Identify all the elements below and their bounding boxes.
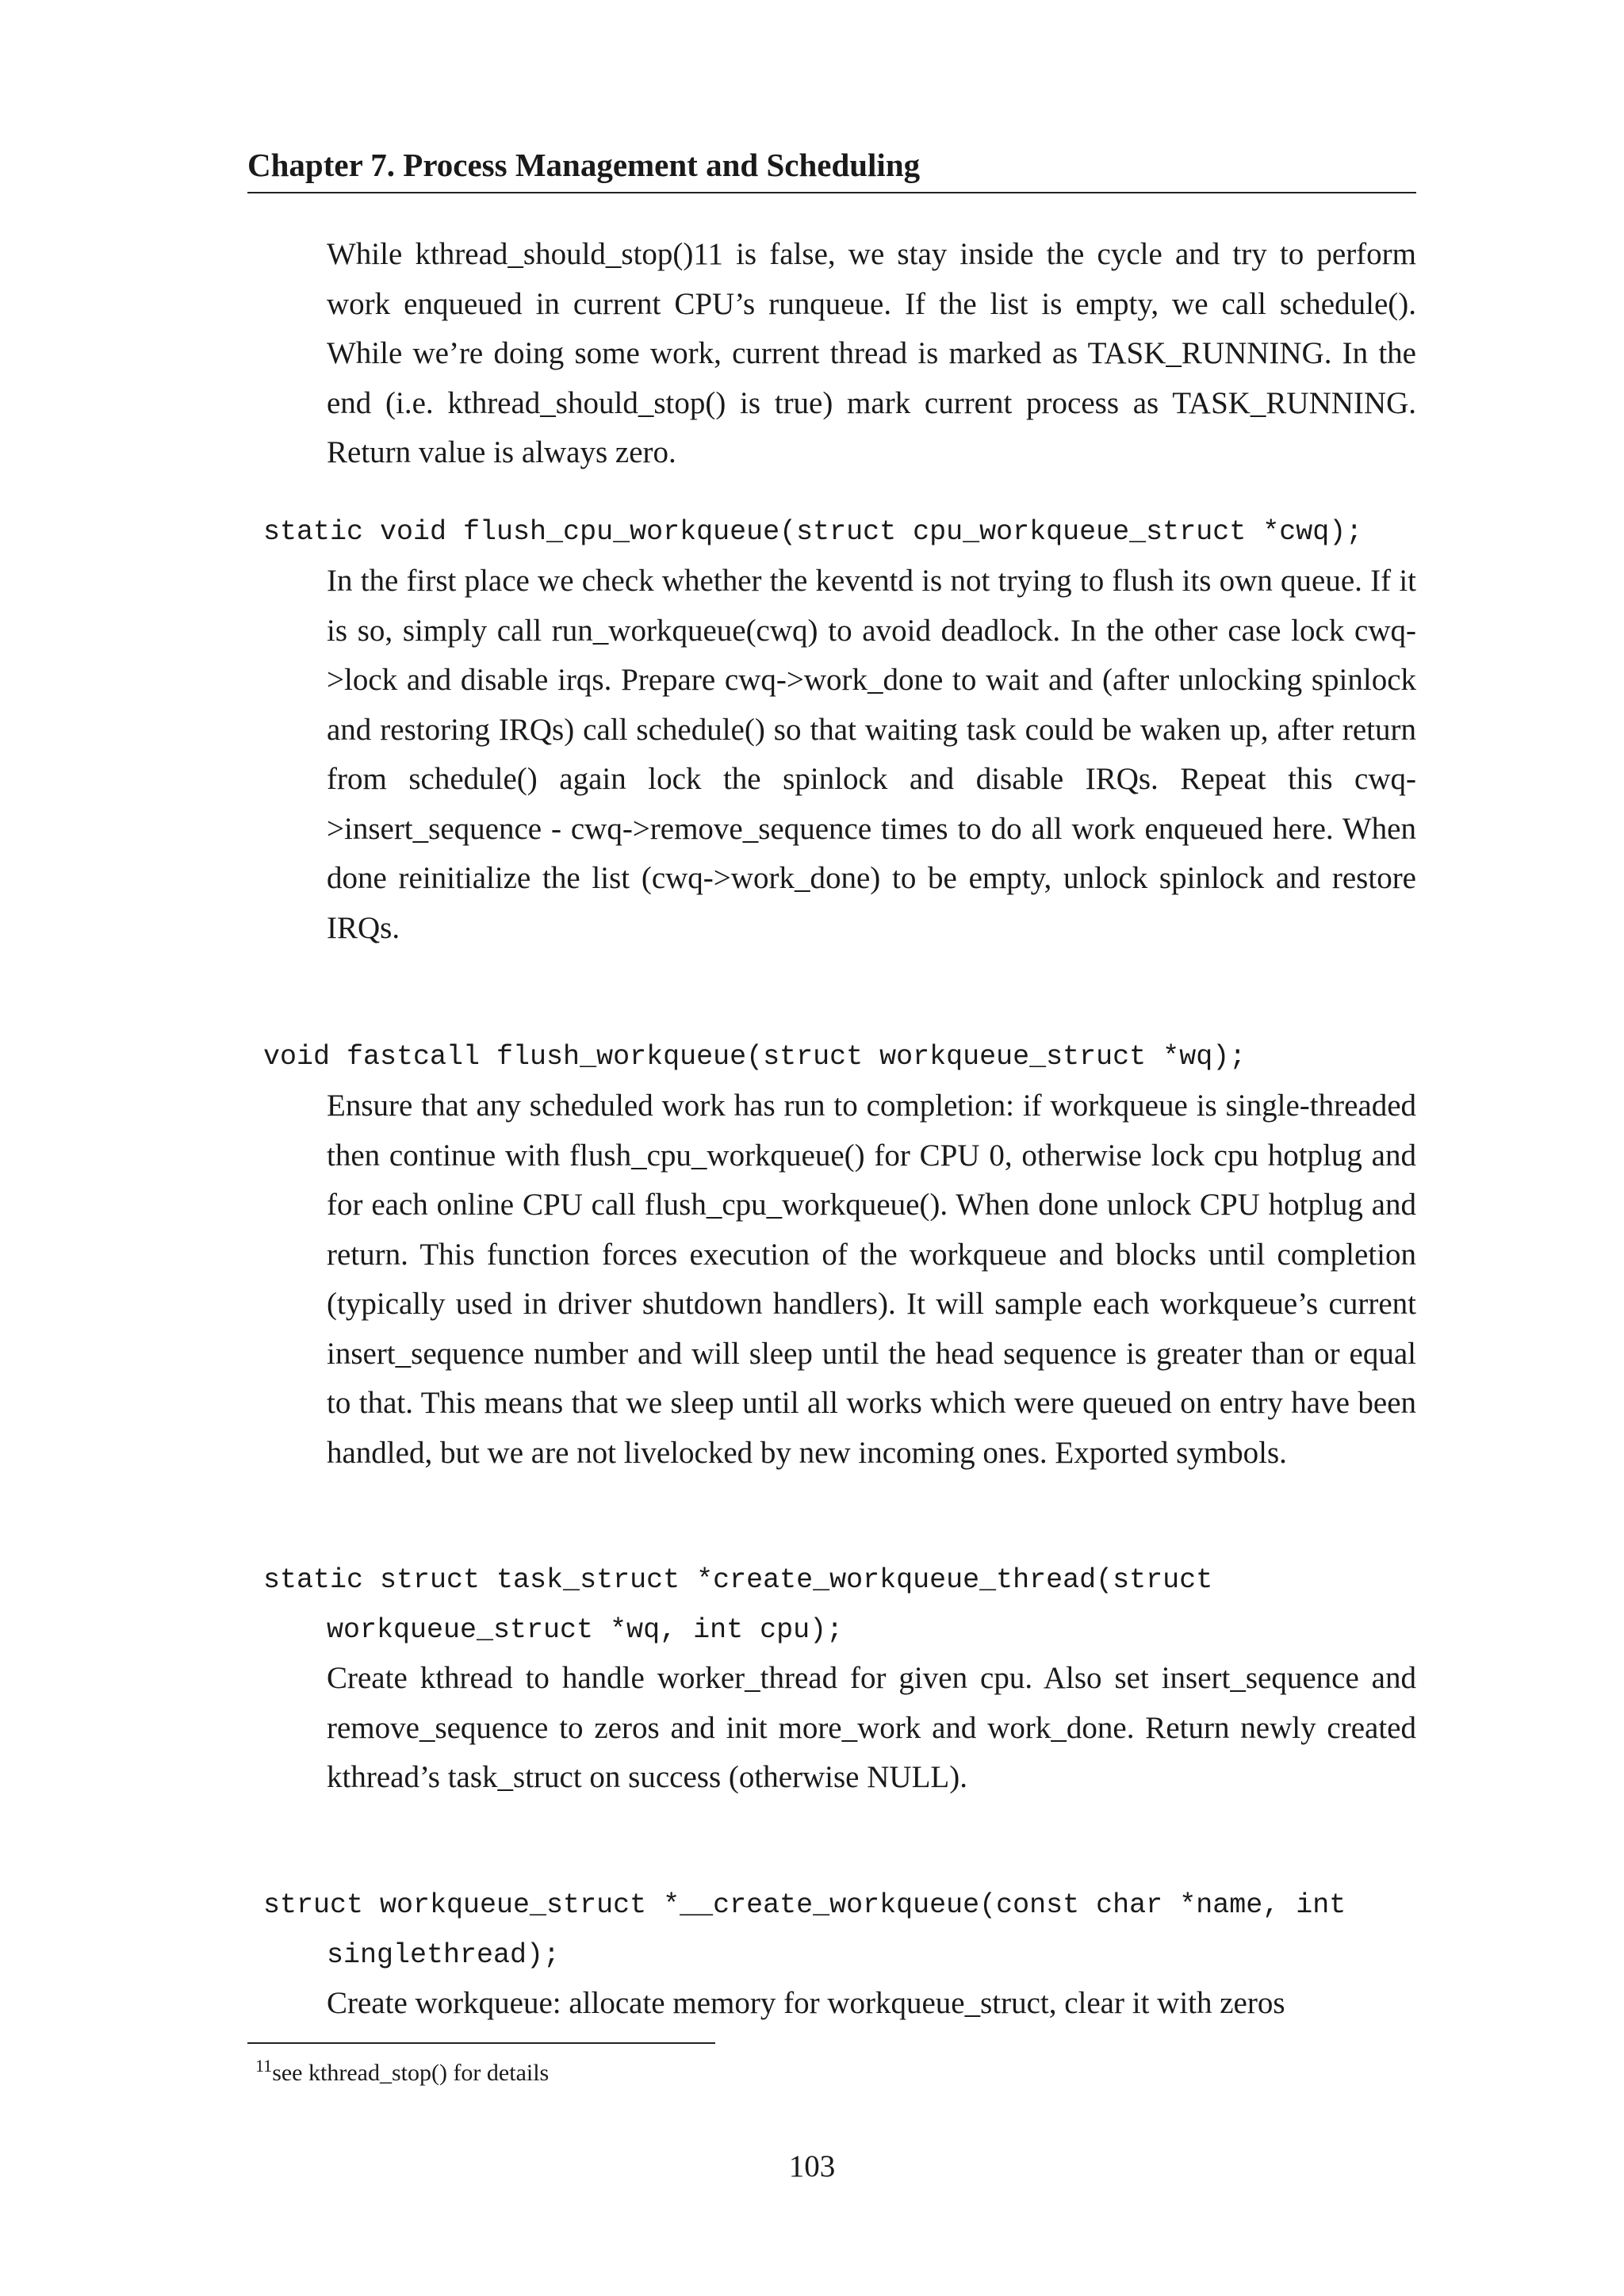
paragraph-2: In the first place we check whether the keventd is not trying to flush its own queue. If it is so, simply call run_workqueue(cwq) to avoid deadlock. In the other case lock cwq->lock and disable irqs. Prepare cwq->work_done to wait and (after unlocking spinlock and restoring IRQs) call schedule() so that waiting task could be waken up, after return from schedule() again lock the spinlock and disable IRQs. Repeat this cwq->insert_sequence - cwq->remove_sequence times to do all work enqueued here. When done reinitialize the list (cwq->work_done) to be empty, unlock spinlock and restore IRQs. [327, 564, 1416, 945]
paragraph-1: While kthread_should_stop()11 is false, we stay inside the cycle and try to perform work enqueued in current CPU’s runqueue. If the list is empty, we call schedule(). While we’re doing some work, current thread is marked as TASK_RUNNING. In the end (i.e. kthread_should_stop() is true) mark current process as TASK_RUNNING. Return value is always zero. [327, 237, 1416, 469]
footnote [255, 2049, 549, 2091]
paragraph-5: Create workqueue: allocate memory for workqueue_struct, clear it with zeros [327, 1986, 1285, 2020]
signature-flush-workqueue: void fastcall flush_workqueue(struct workqueue_struct *wq); [263, 1041, 1247, 1073]
signature-line-2: singlethread); [327, 1938, 561, 1971]
signature-line-1: struct workqueue_struct *__create_workqueue(const char *name, int [263, 1889, 1346, 1921]
running-header [247, 141, 1416, 193]
paragraph-3: Ensure that any scheduled work has run to completion: if workqueue is single-threaded then continue with flush_cpu_workqueue() for CPU 0, otherwise lock cpu hotplug and for each online CPU call flush_cpu_workqueue(). When done unlock CPU hotplug and return. This function forces execution of the workqueue and blocks until completion (typically used in driver shutdown handlers). It will sample each workqueue’s current insert_sequence number and will sleep until the head sequence is greater than or equal to that. This means that we sleep until all works which were queued on entry have been handled, but we are not livelocked by new incoming ones. Exported symbols. [327, 1089, 1416, 1470]
page-number: 103 [788, 2149, 836, 2183]
footnote-text: see kthread_stop() for details [272, 2060, 550, 2086]
signature-create-workqueue-thread [263, 1556, 1416, 1655]
footnote-rule [247, 2042, 715, 2044]
signature-flush-cpu-workqueue: static void flush_cpu_workqueue(struct cpu_workqueue_struct *cwq); [263, 516, 1363, 548]
chapter-title: Chapter 7. Process Management and Scheduling [247, 147, 921, 183]
signature-create-workqueue [263, 1881, 1416, 1980]
signature-line-2: workqueue_struct *wq, int cpu); [327, 1613, 844, 1646]
signature-line-1: static struct task_struct *create_workqueue_thread(struct [263, 1564, 1213, 1596]
footnote-mark: 11 [255, 2056, 273, 2076]
paragraph-4: Create kthread to handle worker_thread for given cpu. Also set insert_sequence and remove_sequence to zeros and init more_work and work_done. Return newly created kthread’s task_struct on success (otherwise NULL). [327, 1661, 1416, 1794]
header-rule [247, 192, 1416, 193]
